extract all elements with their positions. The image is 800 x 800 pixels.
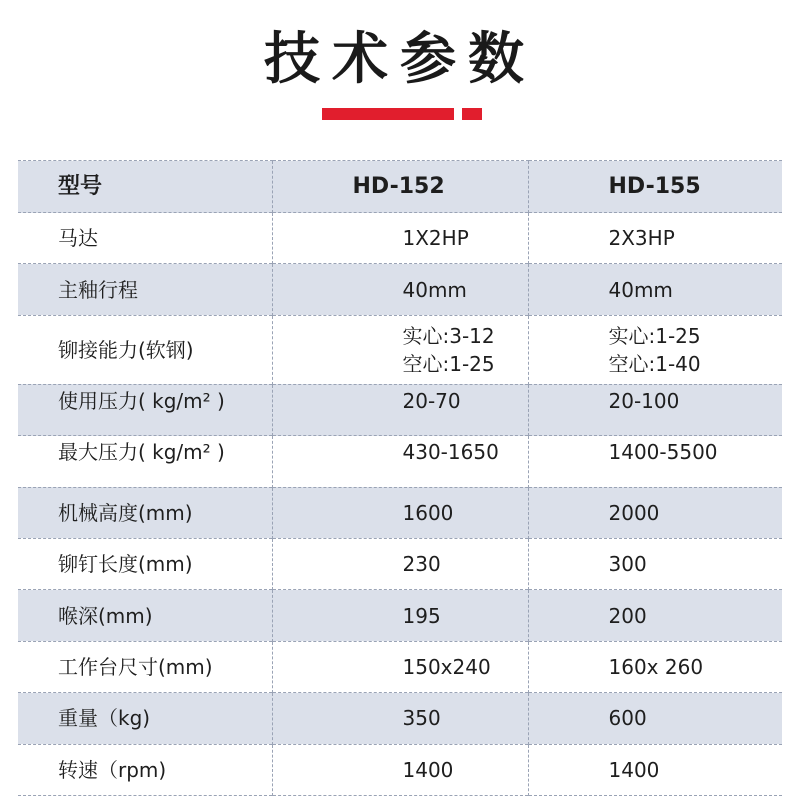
row-value-b: 1400-5500 — [528, 436, 782, 487]
table-row — [18, 744, 782, 795]
title-underline-bar — [322, 108, 454, 120]
header-model-a: HD-152 — [272, 161, 528, 213]
row-label: 机械高度(mm) — [18, 487, 272, 538]
row-value-b: 600 — [528, 693, 782, 744]
table-row — [18, 213, 782, 264]
row-label: 喉深(mm) — [18, 590, 272, 641]
row-value-a — [272, 315, 528, 384]
row-value-b: 160x 260 — [528, 641, 782, 692]
table-row — [18, 538, 782, 589]
row-value-a: 195 — [272, 590, 528, 641]
title-underline-accent — [462, 108, 482, 120]
row-value-b — [528, 315, 782, 384]
table-row — [18, 315, 782, 384]
row-value-a: 20-70 — [272, 384, 528, 435]
value-solid: 实心:1-25 — [608, 323, 701, 348]
row-label: 重量（kg) — [18, 693, 272, 744]
row-value-b: 1400 — [528, 744, 782, 795]
table-row — [18, 487, 782, 538]
row-label: 铆接能力(软钢) — [18, 315, 272, 384]
row-value-b: 300 — [528, 538, 782, 589]
page-title: 技术参数 — [264, 27, 536, 92]
row-label: 主釉行程 — [18, 264, 272, 315]
row-value-a: 230 — [272, 538, 528, 589]
row-value-a: 430-1650 — [272, 436, 528, 487]
row-label: 工作台尺寸(mm) — [18, 641, 272, 692]
header-label: 型号 — [18, 161, 272, 213]
row-value-b: 20-100 — [528, 384, 782, 435]
row-label: 使用压力( kg/m² ) — [18, 384, 272, 435]
row-value-a: 40mm — [272, 264, 528, 315]
table-row — [18, 641, 782, 692]
row-value-b: 2X3HP — [528, 213, 782, 264]
header-model-b: HD-155 — [528, 161, 782, 213]
row-label: 马达 — [18, 213, 272, 264]
row-value-a: 1600 — [272, 487, 528, 538]
value-solid: 实心:3-12 — [402, 323, 495, 348]
spec-table — [18, 160, 782, 796]
row-value-a: 150x240 — [272, 641, 528, 692]
row-label: 转速（rpm) — [18, 744, 272, 795]
row-value-a: 350 — [272, 693, 528, 744]
table-row — [18, 693, 782, 744]
row-value-b: 40mm — [528, 264, 782, 315]
table-header-row — [18, 161, 782, 213]
table-row — [18, 384, 782, 435]
table-row — [18, 436, 782, 487]
row-label: 铆钉长度(mm) — [18, 538, 272, 589]
row-label: 最大压力( kg/m² ) — [18, 436, 272, 487]
value-hollow: 空心:1-40 — [608, 351, 701, 376]
row-value-a: 1400 — [272, 744, 528, 795]
value-hollow: 空心:1-25 — [402, 351, 495, 376]
row-value-b: 200 — [528, 590, 782, 641]
table-row — [18, 590, 782, 641]
table-row — [18, 264, 782, 315]
row-value-a: 1X2HP — [272, 213, 528, 264]
row-value-b: 2000 — [528, 487, 782, 538]
